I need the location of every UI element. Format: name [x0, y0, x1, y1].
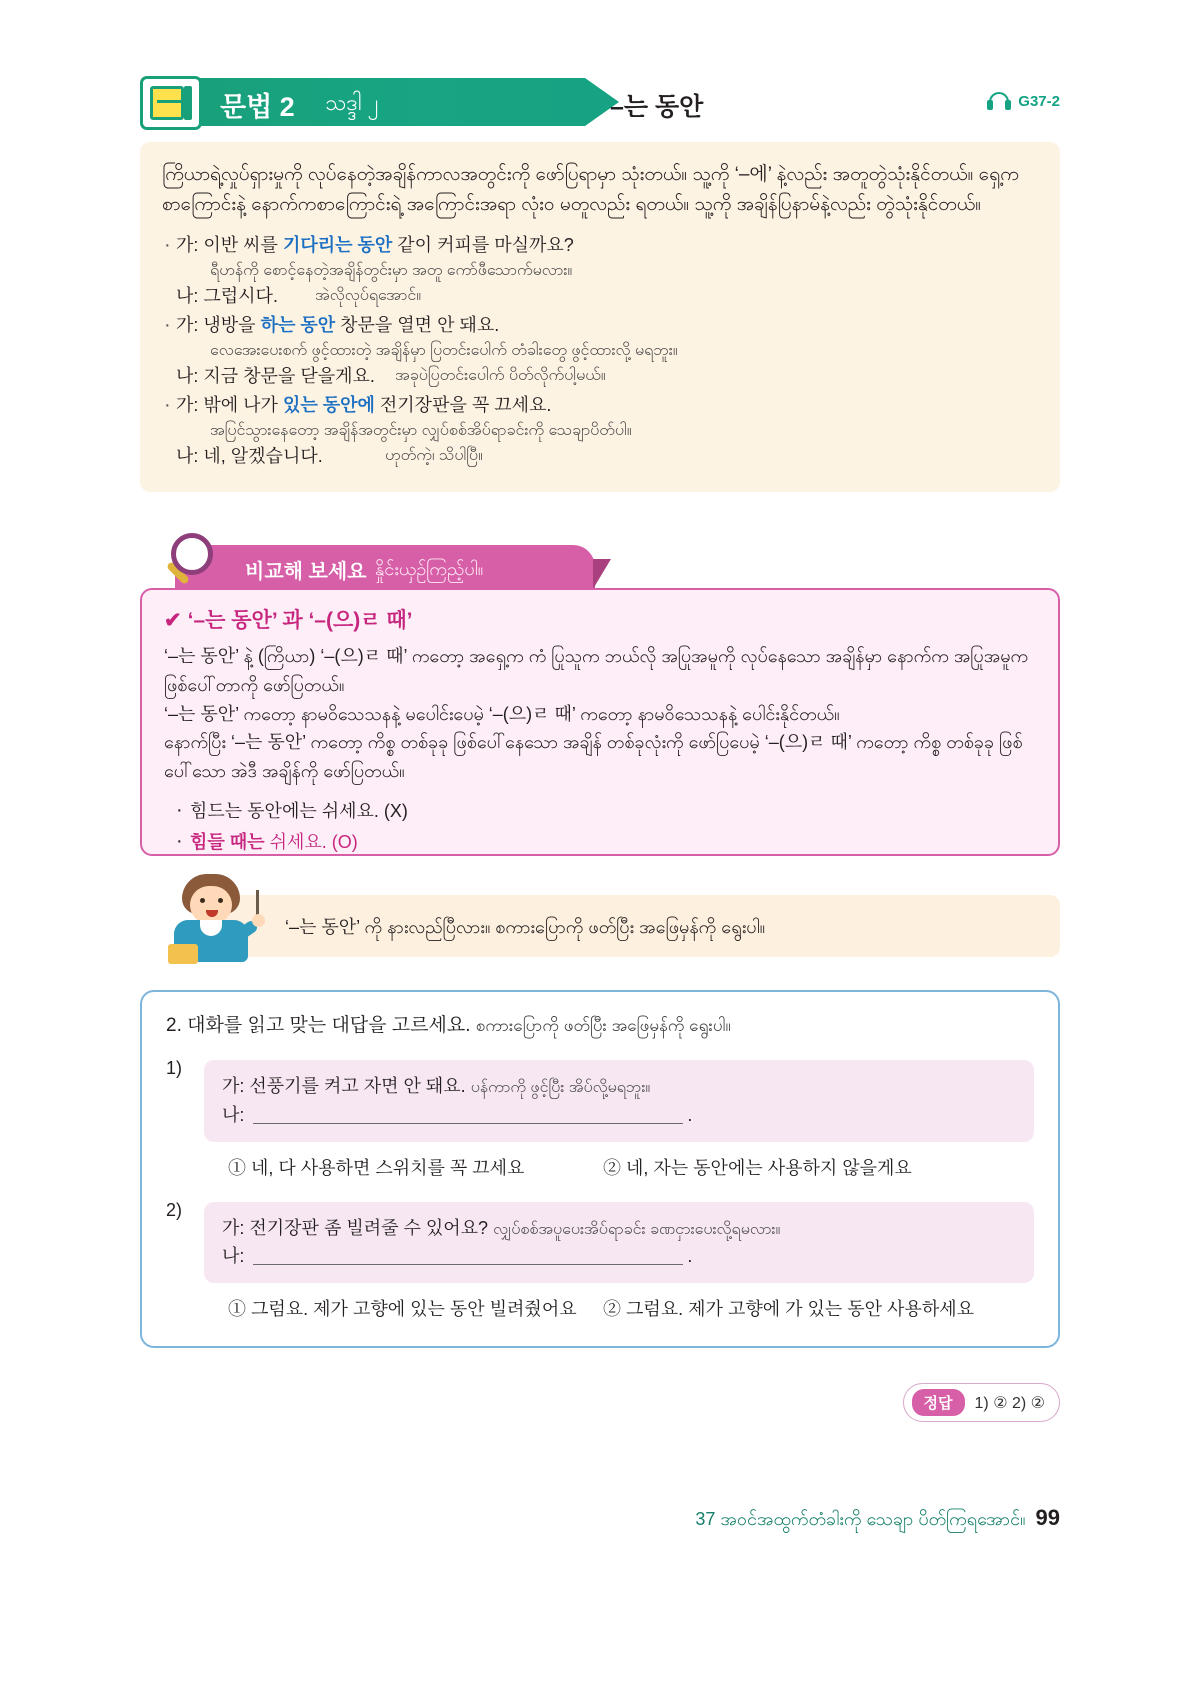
activity-item: [166, 1196, 1034, 1322]
explanation-box: [140, 142, 1060, 492]
choice-row: [204, 1154, 1034, 1180]
example-question: [162, 312, 1038, 339]
choice-option-2[interactable]: ② 네, 자는 동안에는 사용하지 않을게요: [603, 1157, 912, 1178]
compare-line: ‘–는 동안’ နဲ့ (ကြိယာ) ‘–(으)ㄹ 때’ ကတော့ အရှေ့က ကံ ပြုသူက ဘယ်လို အပြုအမူကို လုပ်နေသော အချိန်မှာ နောက်က အပြုအမူက ဖြစ်ပေါ်တာကို ဖော်ပြတယ်။: [164, 646, 1029, 695]
example-answer-my: အခုပဲပြတင်းပေါက် ပိတ်လိုက်ပါ့မယ်။: [395, 367, 606, 385]
example-q-highlight: 하는 동안: [260, 315, 336, 336]
example-answer: 나: 지금 창문을 닫을게요.: [176, 366, 375, 387]
compare-example-rest: 쉬세요. (O): [264, 831, 358, 852]
magnifier-icon: [165, 533, 227, 599]
example-q-suffix: 창문을 열면 안 돼요.: [335, 315, 500, 336]
compare-title-text: ‘–는 동안’ 과 ‘–(으)ㄹ 때’: [187, 609, 413, 632]
example-q-suffix: 같이 커피를 마실까요?: [392, 235, 574, 256]
activity-heading-my: စကားပြောကို ဖတ်ပြီး အဖြေမှန်ကို ရွေးပါ။: [475, 1016, 731, 1035]
dialogue-question-my: ပန်ကာကို ဖွင့်ပြီး အိပ်လို့မရဘူး။: [470, 1079, 651, 1096]
compare-tab-label-my: နှိုင်းယှဉ်ကြည့်ပါ။: [375, 559, 484, 579]
example-question-my: အပြင်သွားနေတော့ အချိန်အတွင်းမှာ လျှပ်စစ်အိပ်ရာခင်းကို သေချာပိတ်ပါ။: [210, 422, 632, 440]
activity-heading-ko: 2. 대화를 읽고 맞는 대답을 고르세요.: [166, 1015, 471, 1036]
activity-box: [140, 990, 1060, 1348]
footer-lesson-title: 37 အဝင်အထွက်တံခါးကို သေချာ ပိတ်ကြရအောင်။: [695, 1509, 1026, 1529]
example-q-suffix: 전기장판을 꼭 끄세요.: [374, 395, 552, 416]
dialogue-answer-label: 나:: [222, 1104, 245, 1125]
activity-item: [166, 1054, 1034, 1180]
choice-option-1[interactable]: ① 그럼요. 제가 고향에 있는 동안 빌려줬어요: [228, 1299, 577, 1320]
example-question-my: လေအေးပေးစက် ဖွင့်ထားတဲ့ အချိန်မှာ ပြတင်းပေါက် တံခါးတွေ ဖွင့်ထားလို့ မရဘူး။: [210, 342, 678, 360]
grammar-point-title: –는 동안: [610, 93, 704, 121]
example-item: [162, 392, 1038, 468]
dialogue-block: [204, 1202, 1034, 1284]
answer-blank-input[interactable]: [253, 1107, 683, 1124]
example-answer: 나: 네, 알겠습니다.: [176, 446, 323, 467]
choice-option-2[interactable]: ② 그럼요. 제가 고향에 가 있는 동안 사용하세요: [603, 1299, 974, 1320]
dialogue-answer-row: 나: .: [222, 1246, 693, 1267]
compare-title: [164, 604, 1036, 634]
dialogue-question-ko: 가: 전기장판 좀 빌려줄 수 있어요?: [222, 1217, 489, 1238]
instruction-strip-text: ‘–는 동안’ ကို နားလည်ပြီလား။ စကားပြောကို ဖတ်ပြီး အဖြေမှန်ကို ရွေးပါ။: [285, 917, 766, 937]
example-question-my: ရီဟန်ကို စောင့်နေတဲ့အချိန်တွင်းမှာ အတူ ကော်ဖီသောက်မလား။: [210, 262, 573, 280]
example-item: [162, 312, 1038, 388]
dialogue-question-my: လျှပ်စစ်အပူပေးအိပ်ရာခင်း ခဏငှားပေးလို့ရမလား။: [493, 1220, 781, 1238]
compare-tab-label: 비교해 보세요: [245, 561, 367, 583]
dialogue-block: [204, 1060, 1034, 1142]
item-number: 1): [166, 1058, 183, 1078]
dialogue-question: [222, 1072, 1016, 1101]
example-answer-my: အဲလိုလုပ်ရအောင်။: [315, 287, 422, 305]
explanation-text-my: ကြိယာရဲ့လှုပ်ရှားမှုကို လုပ်နေတဲ့အချိန်ကာလအတွင်းကို ဖော်ပြရာမှာ သုံးတယ်။ သူ့ကို ‘–에’ နဲ့လည်း အတူတွဲသုံးနိုင်တယ်။ ရှေ့က စာကြောင်းနဲ့ နောက်ကစာကြောင်းရဲ့ အကြောင်းအရာ လုံးဝ မတူလည်း ရတယ်။ သူ့ကို အချိန်ပြနာမ်နဲ့လည်း တွဲသုံးနိုင်တယ်။: [162, 164, 1019, 216]
example-q-prefix: 가: 냉방을: [176, 315, 261, 336]
compare-line: နောက်ပြီး ‘–는 동안’ ကတော့ ကိစ္စ တစ်ခုခု ဖြစ်ပေါ်နေသော အချိန် တစ်ခုလုံးကို ဖော်ပြပေမဲ့ ‘–(으)ㄹ 때’ ကတော့ ကိစ္စ တစ်ခုခု ဖြစ်ပေါ်သော အဲဒီ အချိန်ကို ဖော်ပြတယ်။: [164, 732, 1023, 782]
dialogue-answer-row: 나: .: [222, 1104, 693, 1125]
compare-tab: [175, 545, 595, 589]
compare-example-bold: 힘들 때는: [190, 831, 265, 852]
answer-key-label: 정답: [912, 1389, 965, 1416]
headphone-icon: [986, 92, 1012, 110]
example-answer-my: ဟုတ်ကဲ့၊ သိပါပြီ။: [385, 447, 483, 465]
example-list: [162, 232, 1038, 468]
audio-track-badge: [986, 84, 1060, 118]
activity-heading: [166, 1010, 1034, 1040]
example-q-highlight: 있는 동안에: [282, 395, 375, 416]
instruction-strip: [215, 895, 1060, 957]
book-icon: [140, 76, 202, 130]
compare-example-right: [176, 827, 1036, 858]
section-header: [140, 78, 1060, 126]
audio-code: G37-2: [1018, 92, 1060, 110]
check-icon: ✔: [164, 609, 182, 632]
example-question: [162, 232, 1038, 259]
item-number: 2): [166, 1199, 183, 1220]
teacher-illustration: [160, 872, 265, 962]
example-q-prefix: 가: 이반 씨를: [176, 235, 283, 256]
page-footer: [695, 1505, 1060, 1534]
dialogue-question: [222, 1214, 1016, 1243]
example-question: [162, 392, 1038, 419]
example-item: [162, 232, 1038, 308]
compare-box: [140, 588, 1060, 856]
compare-example-wrong: · 힘드는 동안에는 쉬세요. (X): [176, 796, 1036, 827]
example-answer: 나: 그럽시다.: [176, 286, 278, 307]
compare-line: ‘–는 동안’ ကတော့ နာမဝိသေသနနဲ့ မပေါင်းပေမဲ့ ‘–(으)ㄹ 때’ ကတော့ နာမဝိသေသနနဲ့ ပေါင်းနိုင်တယ်။: [164, 703, 840, 724]
example-q-highlight: 기다리는 동안: [282, 235, 393, 256]
compare-examples: [164, 796, 1036, 857]
dialogue-question-ko: 가: 선풍기를 켜고 자면 안 돼요.: [222, 1076, 466, 1096]
answer-key-badge: [903, 1383, 1060, 1422]
choice-option-1[interactable]: ① 네, 다 사용하면 스위치를 꼭 끄세요: [228, 1157, 525, 1178]
choice-row: [204, 1295, 1034, 1321]
dialogue-answer-label: 나:: [222, 1246, 245, 1267]
example-q-prefix: 가: 밖에 나가: [176, 395, 283, 416]
grammar-label-my: သဒ္ဒါ ၂: [325, 90, 379, 115]
answer-key-values: 1) ② 2) ②: [974, 1394, 1045, 1412]
answer-blank-input[interactable]: [253, 1248, 683, 1265]
page-number: 99: [1035, 1505, 1060, 1530]
grammar-label: 문법 2: [220, 92, 295, 122]
